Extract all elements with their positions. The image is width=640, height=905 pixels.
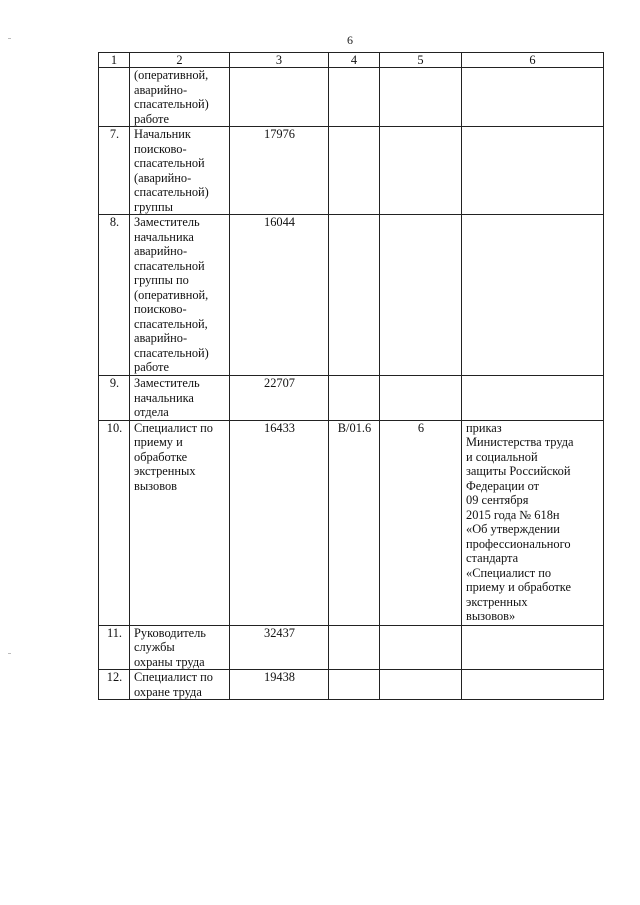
positions-table <box>98 52 604 700</box>
salary-value: 22707 <box>230 376 329 421</box>
position-title: Руководитель службы охраны труда <box>130 625 230 670</box>
salary-value: 19438 <box>230 670 329 700</box>
legal-basis <box>462 670 604 700</box>
qualification-level <box>380 625 462 670</box>
row-number: 12. <box>99 670 130 700</box>
function-code <box>329 670 380 700</box>
function-code <box>329 215 380 376</box>
table-row <box>99 68 604 127</box>
table-row <box>99 420 604 625</box>
legal-basis <box>462 68 604 127</box>
qualification-level <box>380 127 462 215</box>
position-title: (оперативной, аварийно- спасательной) работе <box>130 68 230 127</box>
margin-mark <box>8 38 11 39</box>
position-title: Заместитель начальника отдела <box>130 376 230 421</box>
salary-value: 16044 <box>230 215 329 376</box>
position-title: Заместитель начальника аварийно- спасательной группы по (оперативной, поисково- спасательной, аварийно- спасательной) работе <box>130 215 230 376</box>
header-col-1: 1 <box>99 53 130 68</box>
qualification-level <box>380 376 462 421</box>
header-col-2: 2 <box>130 53 230 68</box>
row-number: 10. <box>99 420 130 625</box>
legal-basis: приказ Министерства труда и социальной защиты Российской Федерации от 09 сентября 2015 года № 618н «Об утверждении профессионального стандарта «Специалист по приему и обработке экстренных вызовов» <box>462 420 604 625</box>
header-col-6: 6 <box>462 53 604 68</box>
qualification-level <box>380 215 462 376</box>
position-title: Начальник поисково- спасательной (аварийно- спасательной) группы <box>130 127 230 215</box>
table-row <box>99 127 604 215</box>
header-col-3: 3 <box>230 53 329 68</box>
table-row <box>99 670 604 700</box>
margin-mark <box>8 653 11 654</box>
row-number: 11. <box>99 625 130 670</box>
function-code <box>329 68 380 127</box>
qualification-level <box>380 670 462 700</box>
row-number: 7. <box>99 127 130 215</box>
table-row <box>99 215 604 376</box>
header-col-5: 5 <box>380 53 462 68</box>
page-number: 6 <box>347 33 353 47</box>
row-number: 8. <box>99 215 130 376</box>
qualification-level <box>380 68 462 127</box>
salary-value: 16433 <box>230 420 329 625</box>
table-header-row <box>99 53 604 68</box>
position-title: Специалист по охране труда <box>130 670 230 700</box>
function-code <box>329 376 380 421</box>
salary-value: 32437 <box>230 625 329 670</box>
function-code: В/01.6 <box>329 420 380 625</box>
salary-value: 17976 <box>230 127 329 215</box>
row-number: 9. <box>99 376 130 421</box>
legal-basis <box>462 376 604 421</box>
salary-value <box>230 68 329 127</box>
position-title: Специалист по приему и обработке экстренных вызовов <box>130 420 230 625</box>
qualification-level: 6 <box>380 420 462 625</box>
function-code <box>329 127 380 215</box>
header-col-4: 4 <box>329 53 380 68</box>
row-number <box>99 68 130 127</box>
function-code <box>329 625 380 670</box>
legal-basis <box>462 215 604 376</box>
table-row <box>99 376 604 421</box>
table-row <box>99 625 604 670</box>
legal-basis <box>462 625 604 670</box>
legal-basis <box>462 127 604 215</box>
